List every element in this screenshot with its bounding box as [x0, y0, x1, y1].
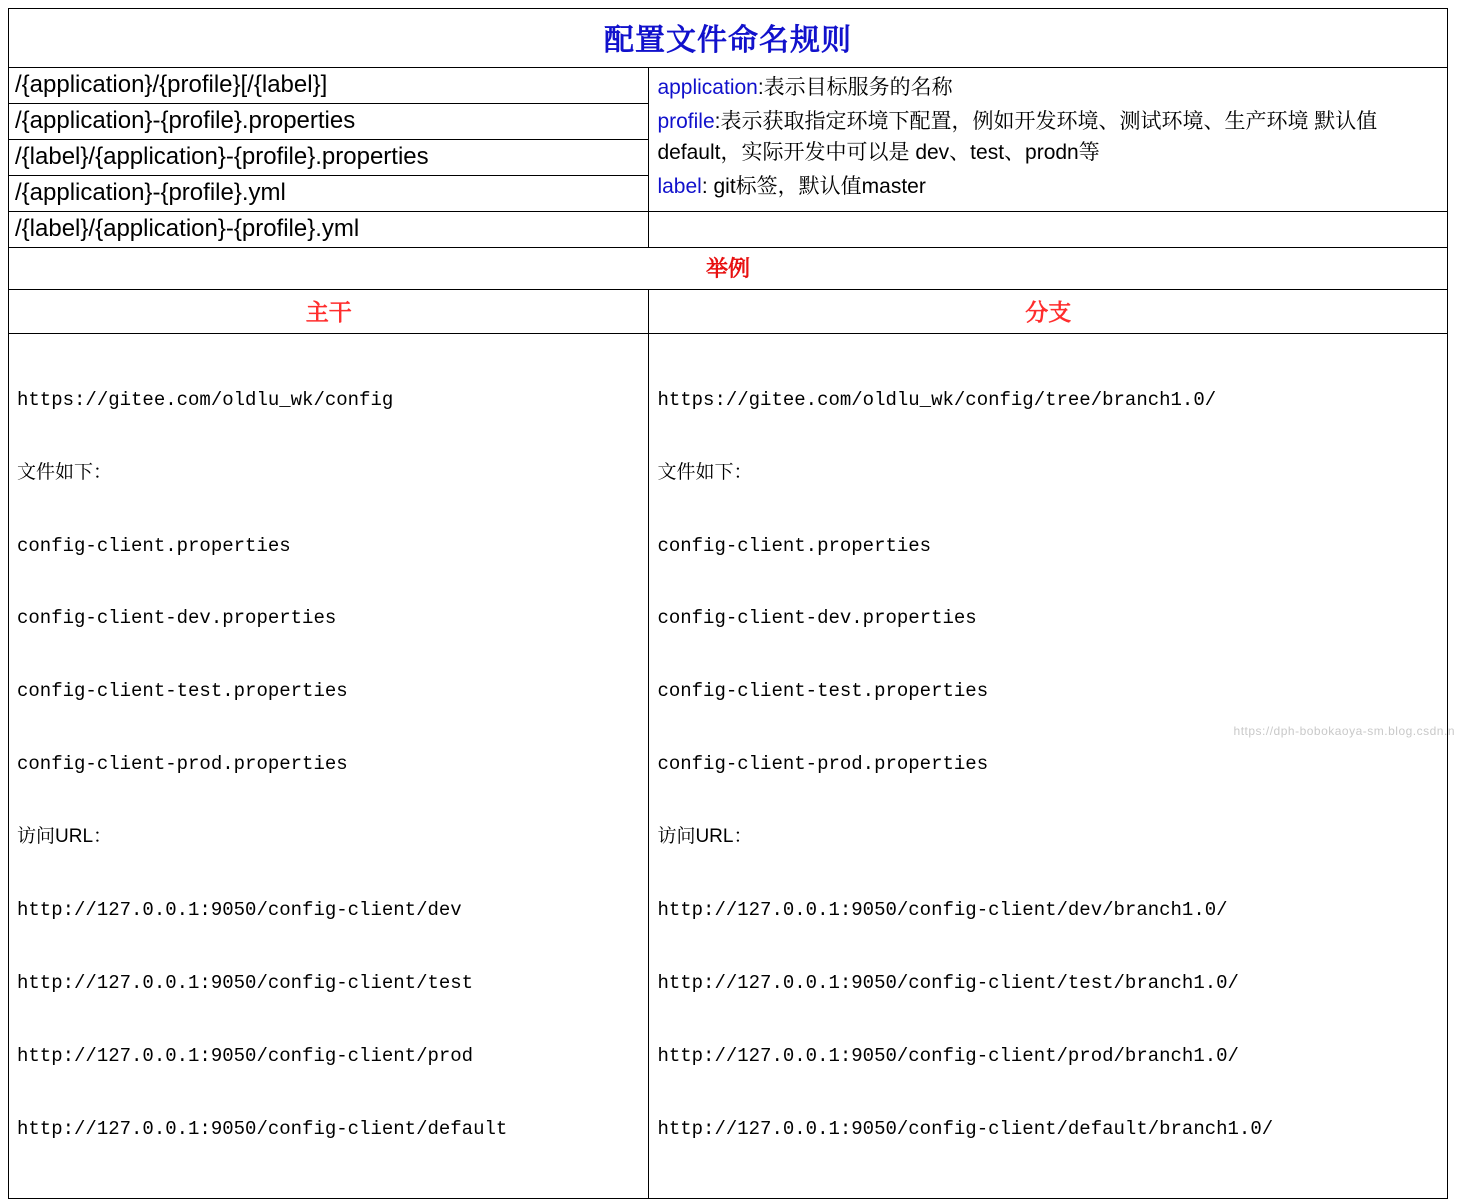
- pattern-cell-3: /{label}/{application}-{profile}.properties: [9, 140, 649, 176]
- trunk-line-6: config-client-prod.properties: [17, 753, 348, 776]
- column-header-branch: [649, 290, 1448, 334]
- watermark-text: https://dph-bobokaoya-sm.blog.csdn.n: [1233, 724, 1455, 738]
- page-title: 配置文件命名规则: [604, 24, 852, 57]
- description-application: [657, 72, 1439, 104]
- branch-line-6: config-client-prod.properties: [657, 753, 989, 776]
- config-naming-rules-table: [8, 8, 1448, 1199]
- description-profile-text: :表示获取指定环境下配置，例如开发环境、测试环境、生产环境 默认值default，实际开发中可以是 dev、test、prodn等: [657, 109, 1378, 164]
- keyword-profile: profile: [657, 109, 715, 133]
- column-header-branch-label: 分支: [1025, 299, 1072, 325]
- description-label: [657, 171, 1439, 203]
- description-cell: [649, 68, 1448, 212]
- table-row-subheads: [9, 290, 1448, 334]
- trunk-line-3: config-client.properties: [17, 534, 291, 557]
- keyword-label: label: [657, 174, 702, 198]
- branch-line-10: http://127.0.0.1:9050/config-client/prod/branch1.0/: [657, 1045, 1239, 1068]
- trunk-line-8: http://127.0.0.1:9050/config-client/dev: [17, 899, 462, 922]
- trunk-line-11: http://127.0.0.1:9050/config-client/default: [17, 1118, 508, 1140]
- trunk-content-cell: [9, 334, 649, 1199]
- trunk-line-10: http://127.0.0.1:9050/config-client/prod: [17, 1045, 474, 1068]
- example-header-cell: [9, 248, 1448, 290]
- branch-line-1: https://gitee.com/oldlu_wk/config/tree/branch1.0/: [657, 388, 1217, 411]
- pattern-cell-5: /{label}/{application}-{profile}.yml: [9, 212, 649, 248]
- example-label: 举例: [705, 256, 750, 281]
- branch-line-9: http://127.0.0.1:9050/config-client/test/branch1.0/: [657, 972, 1239, 995]
- table-row: [9, 68, 1448, 104]
- pattern-cell-4: /{application}-{profile}.yml: [9, 176, 649, 212]
- trunk-line-9: http://127.0.0.1:9050/config-client/test: [17, 972, 474, 995]
- trunk-line-1: https://gitee.com/oldlu_wk/config: [17, 388, 394, 411]
- table-row-title: [9, 9, 1448, 68]
- description-profile: [657, 106, 1439, 169]
- trunk-line-2: 文件如下：: [17, 461, 113, 483]
- branch-line-11: http://127.0.0.1:9050/config-client/default/branch1.0/: [657, 1118, 1274, 1140]
- column-header-trunk: [9, 290, 649, 334]
- description-label-text: : git标签，默认值master: [701, 174, 926, 198]
- trunk-line-7: 访问URL：: [17, 826, 113, 848]
- title-cell: [9, 9, 1448, 68]
- column-header-trunk-label: 主干: [305, 299, 352, 325]
- branch-line-7: 访问URL：: [657, 826, 753, 848]
- pattern-cell-1: /{application}/{profile}[/{label}]: [9, 68, 649, 104]
- trunk-line-5: config-client-test.properties: [17, 680, 348, 703]
- branch-line-3: config-client.properties: [657, 534, 932, 557]
- spacer-cell: [649, 212, 1448, 248]
- branch-line-8: http://127.0.0.1:9050/config-client/dev/branch1.0/: [657, 899, 1228, 922]
- trunk-line-4: config-client-dev.properties: [17, 607, 337, 630]
- naming-rules-table-sheet: [0, 8, 1463, 1140]
- pattern-cell-2: /{application}-{profile}.properties: [9, 104, 649, 140]
- table-row-content: [9, 334, 1448, 1199]
- description-application-text: :表示目标服务的名称: [757, 76, 953, 99]
- branch-line-5: config-client-test.properties: [657, 680, 989, 703]
- table-row-example: [9, 248, 1448, 290]
- table-row: [9, 212, 1448, 248]
- branch-line-4: config-client-dev.properties: [657, 607, 977, 630]
- branch-content-cell: [649, 334, 1448, 1199]
- keyword-application: application: [657, 76, 758, 99]
- branch-line-2: 文件如下：: [657, 461, 753, 483]
